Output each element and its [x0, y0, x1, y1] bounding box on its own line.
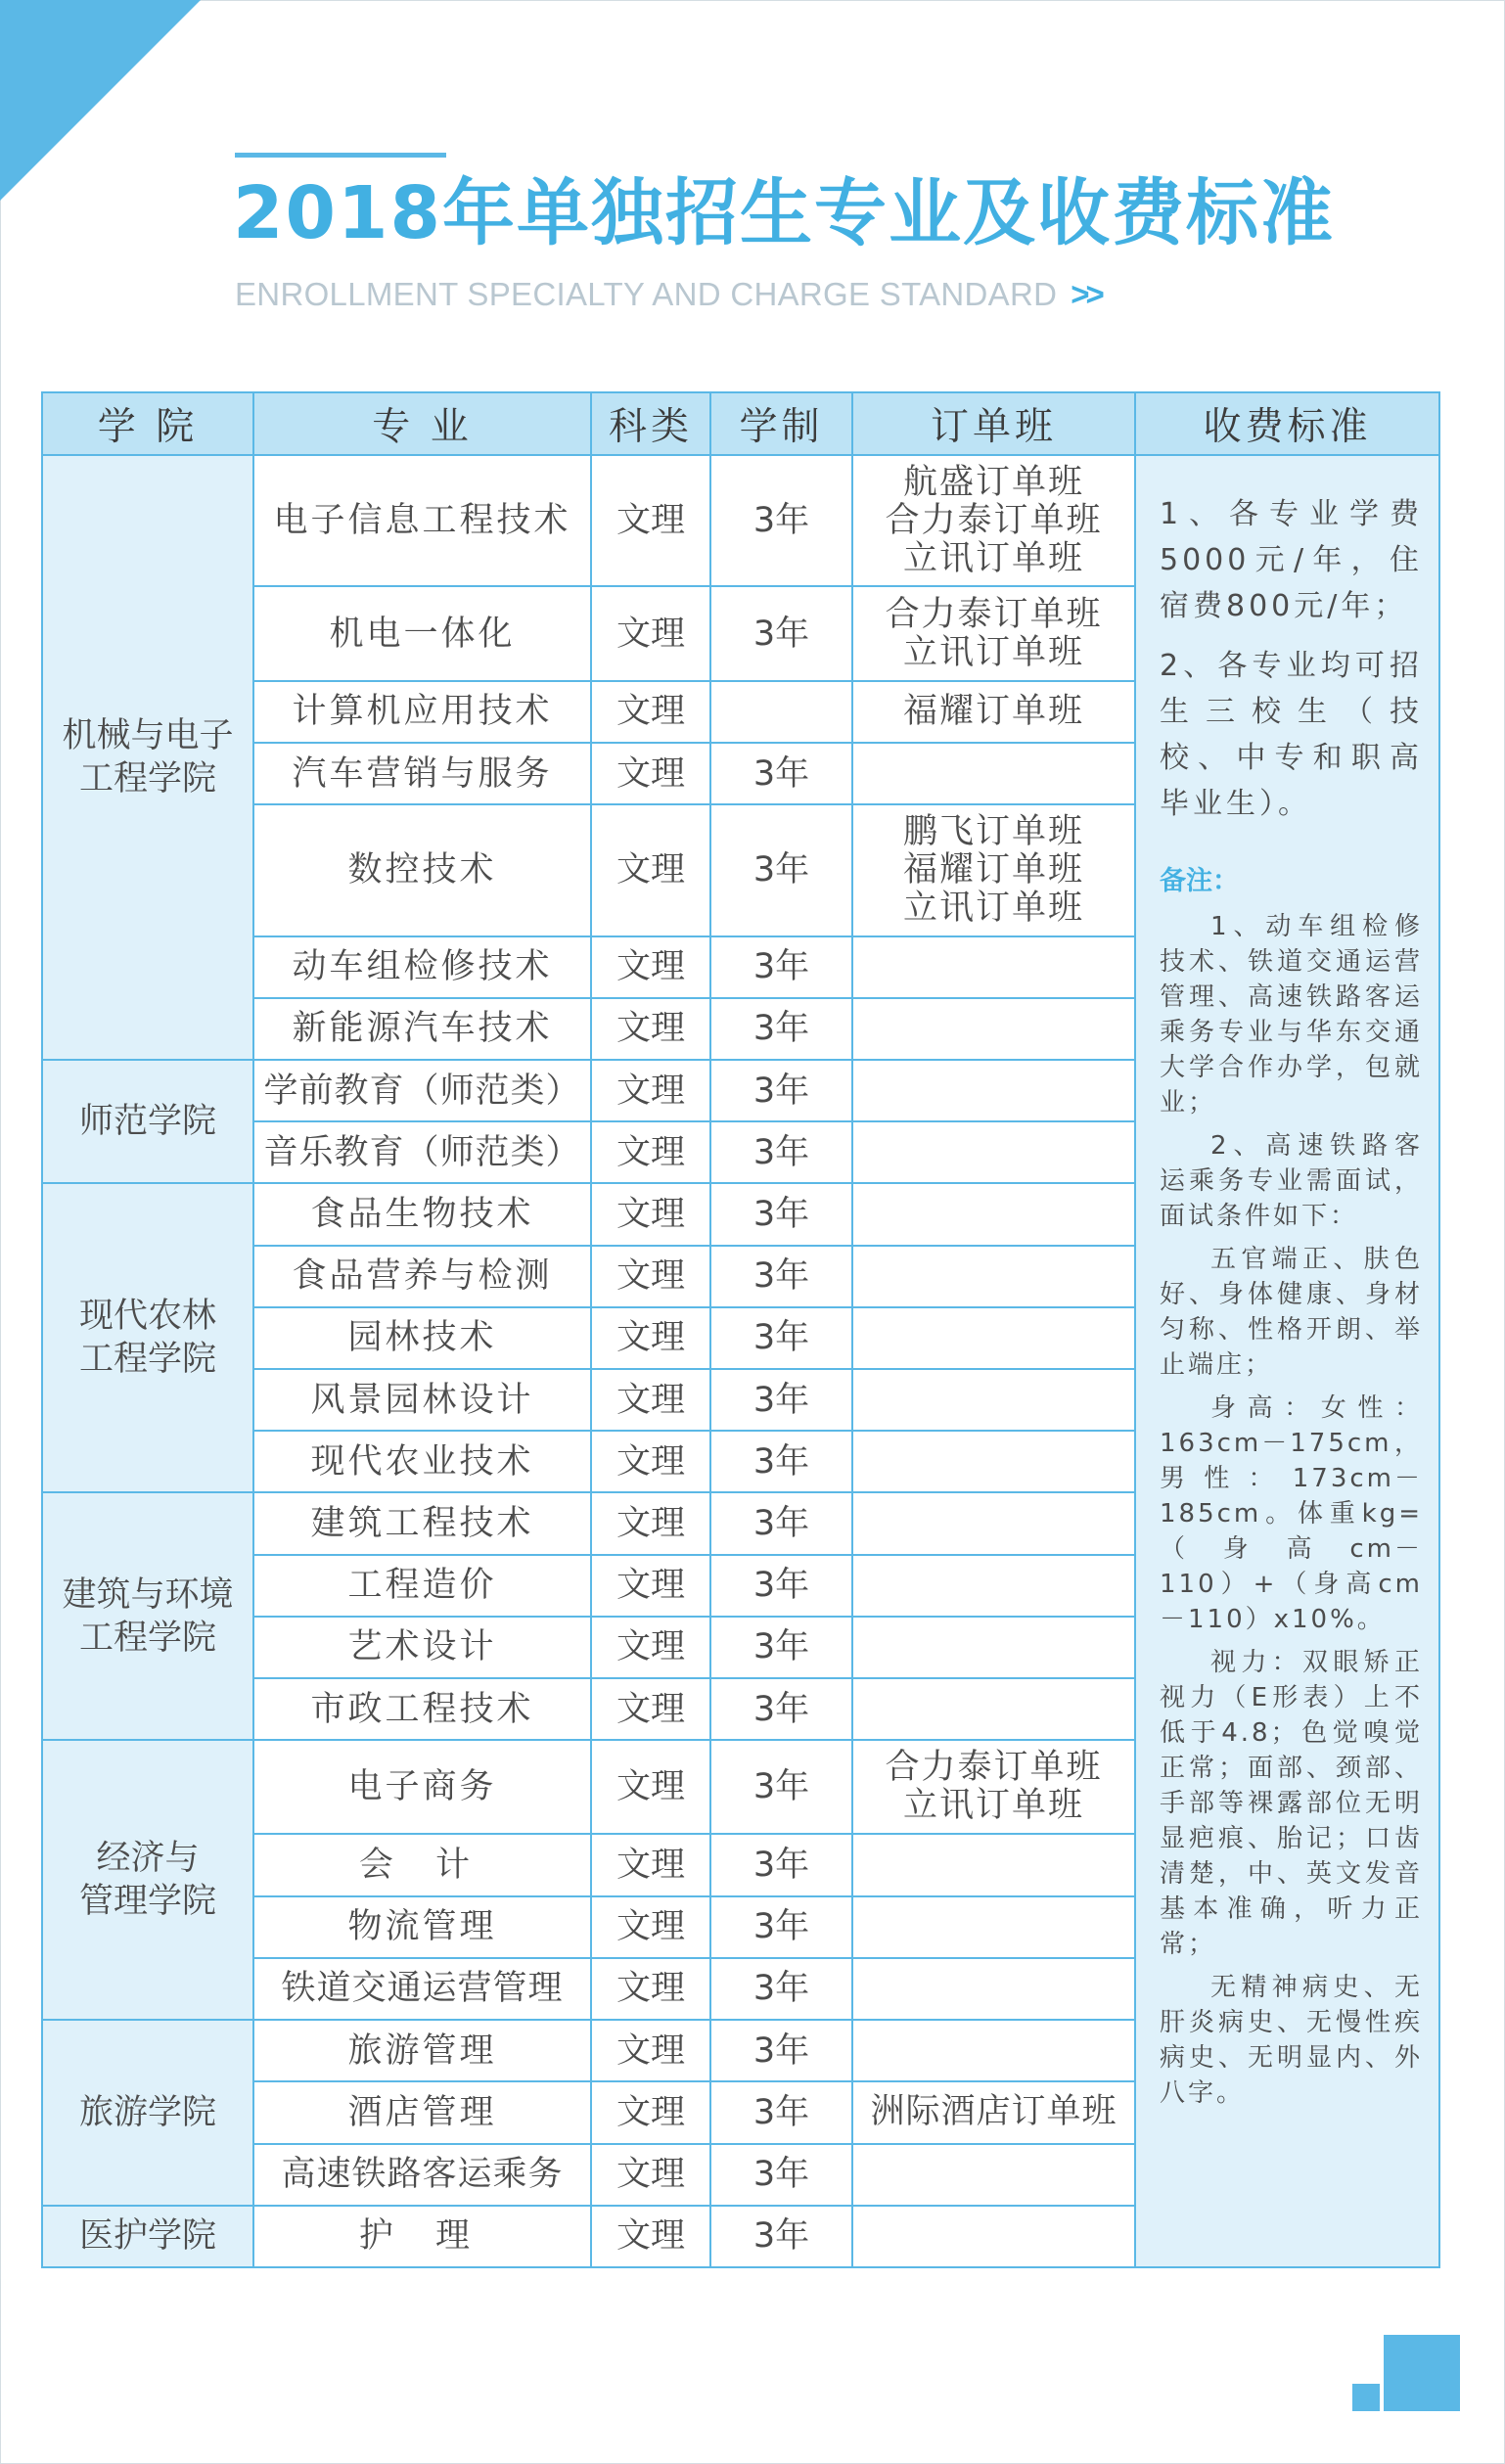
remark-item: 视力：双眼矫正视力（E形表）上不低于4.8；色觉嗅觉正常；面部、颈部、手部等裸露部位无明显疤痕、胎记；口齿清楚，中、英文发音基本准确，听力正常；: [1160, 1648, 1423, 1959]
header-college: 学 院: [42, 392, 253, 455]
order-class-cell: [852, 2081, 1135, 2143]
double-arrow-icon: >>: [1071, 276, 1101, 312]
order-class-cell: [852, 1183, 1135, 1245]
duration-cell: 3年: [710, 1431, 852, 1492]
major-cell: 电子信息工程技术: [253, 455, 591, 586]
category-cell: 文理: [591, 2144, 710, 2206]
corner-square-large: [1384, 2335, 1460, 2411]
order-class-cell: [852, 1896, 1135, 1958]
header-duration: 学制: [710, 392, 852, 455]
category-cell: 文理: [591, 1555, 710, 1617]
college-tourism: 旅游学院: [42, 2020, 253, 2206]
college-modern-agriculture: 现代农林 工程学院: [42, 1183, 253, 1492]
major-cell: 食品生物技术: [253, 1183, 591, 1245]
order-class-cell: [852, 1492, 1135, 1554]
order-class-item: 合力泰订单班: [885, 1748, 1103, 1788]
category-cell: 文理: [591, 2020, 710, 2081]
remark-item: 身高：女性：163cm－175cm，男性：173cm－185cm。体重kg=（身高cm－110）+（身高cm－110）x10%。: [1160, 1393, 1423, 1634]
duration-cell: 3年: [710, 586, 852, 680]
order-class-cell: [852, 1121, 1135, 1183]
category-cell: 文理: [591, 936, 710, 998]
major-cell: 电子商务: [253, 1740, 591, 1834]
major-cell: 酒店管理: [253, 2081, 591, 2143]
header-major: 专 业: [253, 392, 591, 455]
order-class-item: 立讯订单班: [902, 632, 1084, 672]
category-cell: 文理: [591, 804, 710, 935]
order-class-cell: [852, 1678, 1135, 1740]
fee-item-tuition: 1、各专业学费5000元/年，住宿费800元/年；: [1160, 497, 1423, 623]
category-cell: 文理: [591, 586, 710, 680]
order-class-cell: [852, 1617, 1135, 1678]
corner-decoration: [0, 0, 201, 201]
order-class-item: 福耀订单班: [902, 691, 1084, 731]
enrollment-table: [41, 391, 1440, 2268]
order-class-cell: [852, 2144, 1135, 2206]
major-cell: 护 理: [253, 2206, 591, 2267]
category-cell: 文理: [591, 2206, 710, 2267]
header-fee-standard: 收费标准: [1135, 392, 1439, 455]
duration-cell: 3年: [710, 1958, 852, 2020]
college-normal: 师范学院: [42, 1060, 253, 1183]
duration-cell: 3年: [710, 1121, 852, 1183]
major-cell: 风景园林设计: [253, 1369, 591, 1431]
table-row: [42, 455, 1439, 586]
order-class-item: 洲际酒店订单班: [870, 2092, 1117, 2132]
major-cell: 园林技术: [253, 1307, 591, 1369]
category-cell: 文理: [591, 1617, 710, 1678]
category-cell: 文理: [591, 1431, 710, 1492]
duration-cell: 3年: [710, 1617, 852, 1678]
subtitle-text: ENROLLMENT SPECIALTY AND CHARGE STANDARD: [235, 276, 1058, 312]
major-cell: 学前教育（师范类）: [253, 1060, 591, 1121]
order-class-cell: [852, 681, 1135, 743]
college-nursing: 医护学院: [42, 2206, 253, 2267]
major-cell: 现代农业技术: [253, 1431, 591, 1492]
title-rule: [235, 153, 446, 158]
category-cell: 文理: [591, 1307, 710, 1369]
duration-cell: 3年: [710, 1740, 852, 1834]
duration-cell: 3年: [710, 998, 852, 1060]
duration-cell: 3年: [710, 1246, 852, 1307]
duration-cell: 3年: [710, 743, 852, 804]
remark-title: 备注：: [1160, 866, 1239, 896]
major-cell: 食品营养与检测: [253, 1246, 591, 1307]
duration-cell: 3年: [710, 2206, 852, 2267]
order-class-cell: [852, 1834, 1135, 1895]
order-class-cell: [852, 455, 1135, 586]
major-cell: 音乐教育（师范类）: [253, 1121, 591, 1183]
duration-cell: [710, 681, 852, 743]
duration-cell: 3年: [710, 936, 852, 998]
order-class-cell: [852, 1307, 1135, 1369]
corner-square-small: [1352, 2384, 1380, 2411]
duration-cell: 3年: [710, 1678, 852, 1740]
duration-cell: 3年: [710, 2144, 852, 2206]
category-cell: 文理: [591, 1060, 710, 1121]
order-class-item: 鹏飞订单班: [902, 811, 1084, 851]
table-header-row: [42, 392, 1439, 455]
page-subtitle: [235, 274, 1101, 315]
order-class-item: 立讯订单班: [902, 888, 1084, 928]
duration-cell: 3年: [710, 1492, 852, 1554]
major-cell: 数控技术: [253, 804, 591, 935]
duration-cell: 3年: [710, 1896, 852, 1958]
order-class-cell: [852, 1555, 1135, 1617]
major-cell: 建筑工程技术: [253, 1492, 591, 1554]
order-class-cell: [852, 1060, 1135, 1121]
remark-item: 2、高速铁路客运乘务专业需面试，面试条件如下：: [1160, 1131, 1423, 1231]
category-cell: 文理: [591, 2081, 710, 2143]
category-cell: 文理: [591, 1369, 710, 1431]
major-cell: 旅游管理: [253, 2020, 591, 2081]
category-cell: 文理: [591, 1121, 710, 1183]
page-title: 2018年单独招生专业及收费标准: [233, 171, 1335, 255]
duration-cell: 3年: [710, 2020, 852, 2081]
duration-cell: 3年: [710, 1060, 852, 1121]
order-class-cell: [852, 1431, 1135, 1492]
major-cell: 物流管理: [253, 1896, 591, 1958]
major-cell: 市政工程技术: [253, 1678, 591, 1740]
category-cell: 文理: [591, 455, 710, 586]
order-class-cell: [852, 1369, 1135, 1431]
fee-item-eligibility: 2、各专业均可招生三校生（技校、中专和职高毕业生）。: [1160, 649, 1423, 821]
category-cell: 文理: [591, 998, 710, 1060]
order-class-item: 福耀订单班: [902, 849, 1084, 890]
major-cell: 铁道交通运营管理: [253, 1958, 591, 2020]
major-cell: 动车组检修技术: [253, 936, 591, 998]
order-class-cell: [852, 1740, 1135, 1834]
header-order-class: 订单班: [852, 392, 1135, 455]
category-cell: 文理: [591, 681, 710, 743]
category-cell: 文理: [591, 743, 710, 804]
order-class-cell: [852, 804, 1135, 935]
major-cell: 新能源汽车技术: [253, 998, 591, 1060]
order-class-cell: [852, 1958, 1135, 2020]
remark-item: 五官端正、肤色好、身体健康、身材匀称、性格开朗、举止端庄；: [1160, 1245, 1423, 1380]
major-cell: 机电一体化: [253, 586, 591, 680]
order-class-cell: [852, 743, 1135, 804]
header-category: 科类: [591, 392, 710, 455]
duration-cell: 3年: [710, 2081, 852, 2143]
remark-item: 无精神病史、无肝炎病史、无慢性疾病史、无明显内、外八字。: [1160, 1973, 1423, 2108]
order-class-cell: [852, 1246, 1135, 1307]
fee-standard-panel: [1135, 455, 1439, 2267]
category-cell: 文理: [591, 1678, 710, 1740]
college-architecture-environment: 建筑与环境 工程学院: [42, 1492, 253, 1740]
college-mechanical-electronic: 机械与电子 工程学院: [42, 455, 253, 1060]
major-cell: 工程造价: [253, 1555, 591, 1617]
duration-cell: 3年: [710, 1369, 852, 1431]
category-cell: 文理: [591, 1183, 710, 1245]
category-cell: 文理: [591, 1896, 710, 1958]
duration-cell: 3年: [710, 804, 852, 935]
category-cell: 文理: [591, 1492, 710, 1554]
category-cell: 文理: [591, 1246, 710, 1307]
major-cell: 汽车营销与服务: [253, 743, 591, 804]
major-cell: 高速铁路客运乘务: [253, 2144, 591, 2206]
duration-cell: 3年: [710, 1183, 852, 1245]
major-cell: 计算机应用技术: [253, 681, 591, 743]
college-economics-management: 经济与 管理学院: [42, 1740, 253, 2020]
remark-item: 1、动车组检修技术、铁道交通运营管理、高速铁路客运乘务专业与华东交通大学合作办学，包就业；: [1160, 912, 1423, 1118]
category-cell: 文理: [591, 1958, 710, 2020]
order-class-item: 航盛订单班: [902, 462, 1084, 502]
order-class-item: 合力泰订单班: [885, 594, 1103, 634]
major-cell: 会 计: [253, 1834, 591, 1895]
category-cell: 文理: [591, 1740, 710, 1834]
order-class-cell: [852, 586, 1135, 680]
category-cell: 文理: [591, 1834, 710, 1895]
order-class-cell: [852, 2020, 1135, 2081]
major-cell: 艺术设计: [253, 1617, 591, 1678]
duration-cell: 3年: [710, 455, 852, 586]
order-class-cell: [852, 2206, 1135, 2267]
order-class-cell: [852, 936, 1135, 998]
duration-cell: 3年: [710, 1307, 852, 1369]
order-class-item: 合力泰订单班: [885, 500, 1103, 540]
order-class-item: 立讯订单班: [902, 538, 1084, 578]
order-class-item: 立讯订单班: [902, 1786, 1084, 1826]
duration-cell: 3年: [710, 1834, 852, 1895]
duration-cell: 3年: [710, 1555, 852, 1617]
order-class-cell: [852, 998, 1135, 1060]
